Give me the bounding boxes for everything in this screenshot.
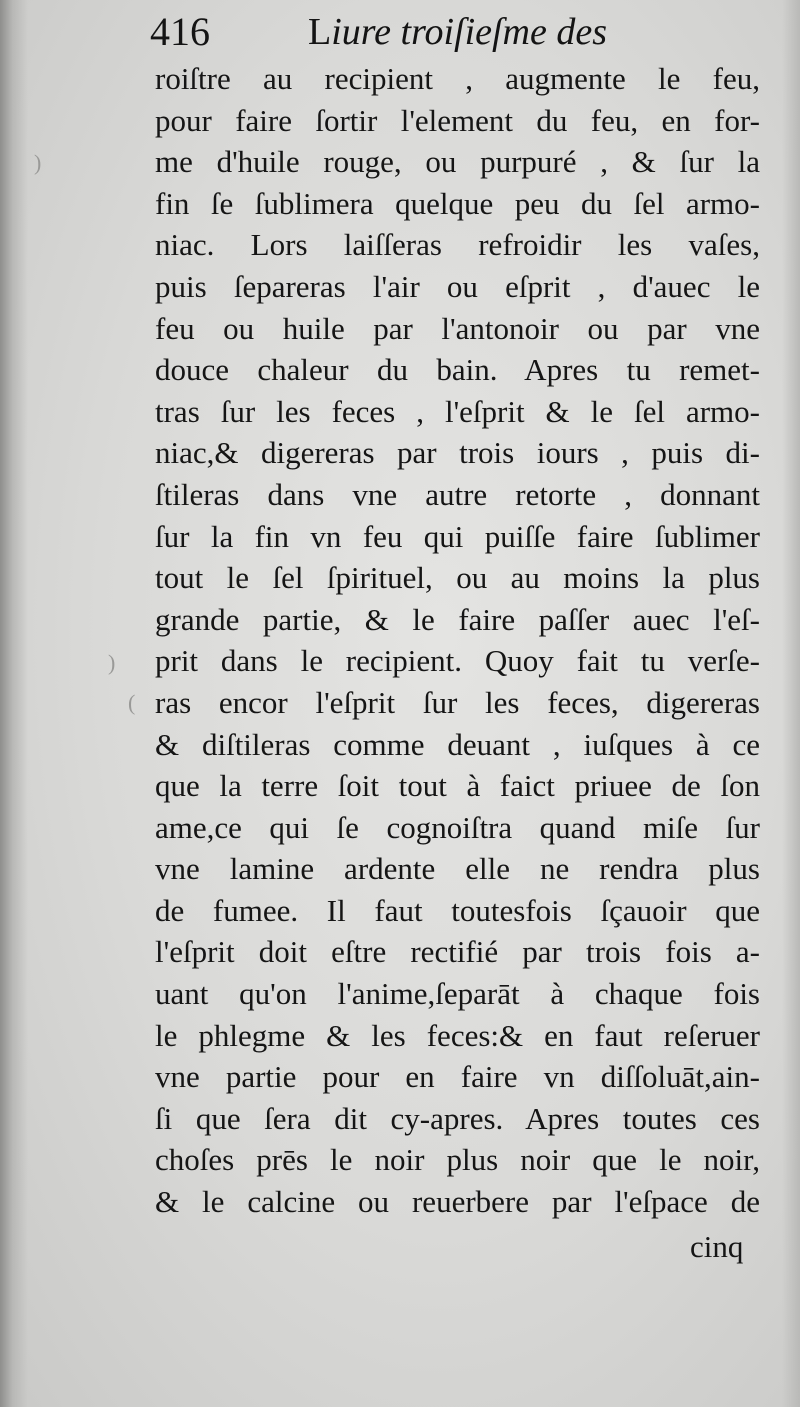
text-line: pour faire ſortir l'element du feu, en for-	[155, 102, 760, 138]
text-line: ſtileras dans vne autre retorte , donnant	[155, 476, 760, 512]
text-line: roiſtre au recipient , augmente le feu,	[155, 61, 760, 96]
running-title-rest: iure troiſieſme des	[331, 11, 608, 53]
text-line: ſi que ſera dit cy-apres. Apres toutes ces	[155, 1100, 760, 1136]
text-line: niac,& digereras par trois iours , puis di-	[155, 435, 760, 471]
running-head	[150, 6, 770, 62]
text-line: que la terre ſoit tout à faict priuee de ſon	[155, 768, 760, 804]
text-line: grande partie, & le faire paſſer auec l'eſ-	[155, 601, 760, 637]
text-line: niac. Lors laiſſeras refroidir les vaſes,	[155, 227, 760, 263]
text-line: le phlegme & les feces:& en faut reſeruer	[155, 1017, 760, 1053]
running-title	[308, 6, 607, 58]
page-number: 416	[150, 9, 210, 54]
body-text	[155, 58, 760, 1223]
text-line: & le calcine ou reuerbere par l'eſpace de	[155, 1184, 760, 1220]
text-line: vne partie pour en faire vn diſſoluāt,ain-	[155, 1059, 760, 1095]
text-line: prit dans le recipient. Quoy fait tu verſe-	[155, 643, 760, 679]
text-line: tras ſur les feces , l'eſprit & le ſel armo-	[155, 393, 760, 429]
running-title-initial: L	[308, 11, 332, 53]
text-line: ſur la fin vn feu qui puiſſe faire ſublimer	[155, 518, 760, 554]
catchword: cinq	[690, 1229, 744, 1264]
text-line: ras encor l'eſprit ſur les feces, digereras	[155, 684, 760, 720]
text-line: feu ou huile par l'antonoir ou par vne	[155, 310, 760, 346]
text-line: uant qu'on l'anime,ſeparāt à chaque fois	[155, 976, 760, 1012]
text-line: ame,ce qui ſe cognoiſtra quand miſe ſur	[155, 809, 760, 845]
text-line: me d'huile rouge, ou purpuré , & ſur la	[155, 144, 760, 180]
text-line: l'eſprit doit eſtre rectifié par trois fois a-	[155, 934, 760, 970]
text-line: douce chaleur du bain. Apres tu remet-	[155, 352, 760, 388]
margin-mark: )	[34, 150, 42, 175]
text-line: vne lamine ardente elle ne rendra plus	[155, 851, 760, 887]
text-line: tout le ſel ſpirituel, ou au moins la plus	[155, 560, 760, 596]
text-line: fin ſe ſublimera quelque peu du ſel armo-	[155, 185, 760, 221]
page-edge-shadow	[782, 0, 800, 1407]
gutter-shadow	[0, 0, 28, 1407]
text-line: puis ſepareras l'air ou eſprit , d'auec le	[155, 268, 760, 304]
margin-mark: )	[108, 650, 116, 675]
margin-mark: (	[128, 690, 136, 715]
text-line: & diſtileras comme deuant , iuſques à ce	[155, 726, 760, 762]
text-line: choſes prēs le noir plus noir que le noir,	[155, 1142, 760, 1178]
text-line: de fumee. Il faut toutesfois ſçauoir que	[155, 892, 760, 928]
